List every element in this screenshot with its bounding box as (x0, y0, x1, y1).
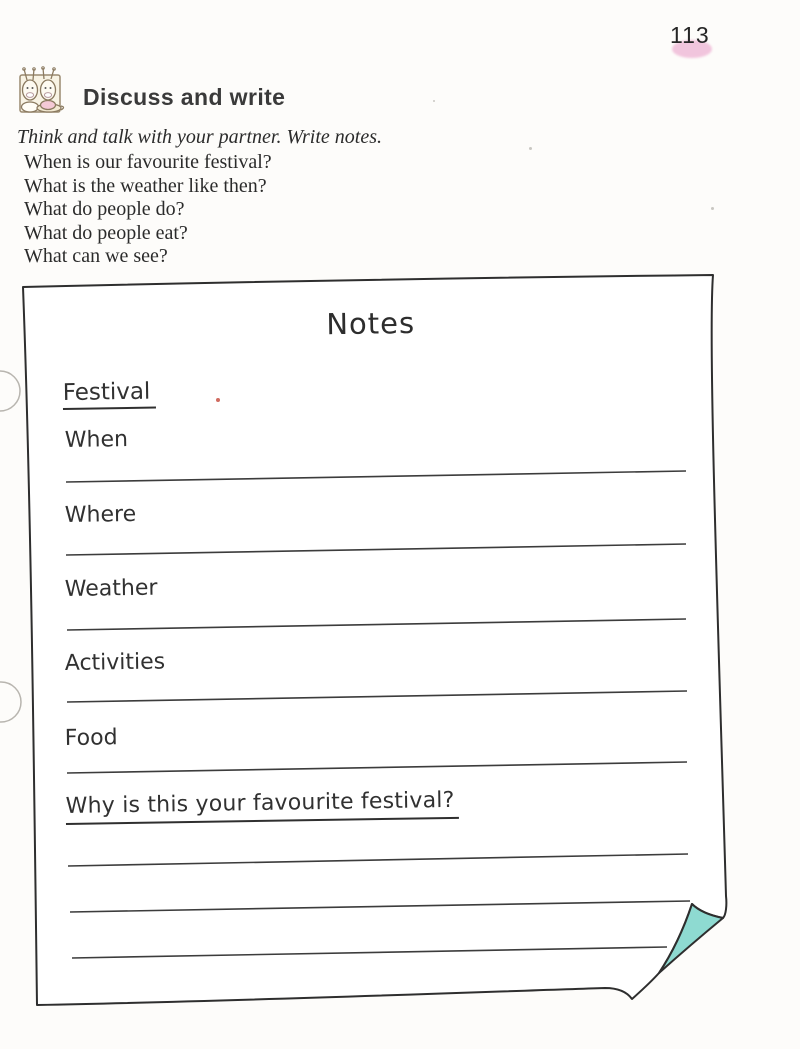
notes-title: Notes (326, 305, 416, 342)
question: What do people eat? (24, 221, 188, 244)
scan-speck (433, 100, 435, 102)
page-number: 113 (670, 22, 710, 48)
question: When is our favourite festival? (24, 151, 272, 173)
why-question-heading: Why is this your favourite festival? (66, 788, 459, 825)
festival-heading: Festival (63, 379, 156, 410)
question: What is the weather like then? (24, 174, 267, 197)
field-label-where: Where (64, 501, 137, 528)
instruction-text: Think and talk with your partner. Write notes. (17, 126, 382, 148)
scan-speck (711, 207, 714, 210)
field-label-when: When (64, 427, 129, 453)
notes-paper (0, 260, 760, 1020)
question-list (24, 151, 272, 269)
two-cows-at-table-icon (16, 64, 66, 122)
section-title: Discuss and write (83, 84, 286, 110)
question: What do people do? (24, 198, 185, 221)
hole-punch (0, 682, 21, 722)
field-label-weather: Weather (64, 575, 158, 602)
red-speck (216, 398, 220, 402)
hole-punch (0, 371, 20, 411)
scan-speck (529, 147, 532, 150)
question: What can we see? (24, 245, 168, 268)
field-label-food: Food (64, 725, 118, 751)
field-label-activities: Activities (64, 649, 166, 676)
